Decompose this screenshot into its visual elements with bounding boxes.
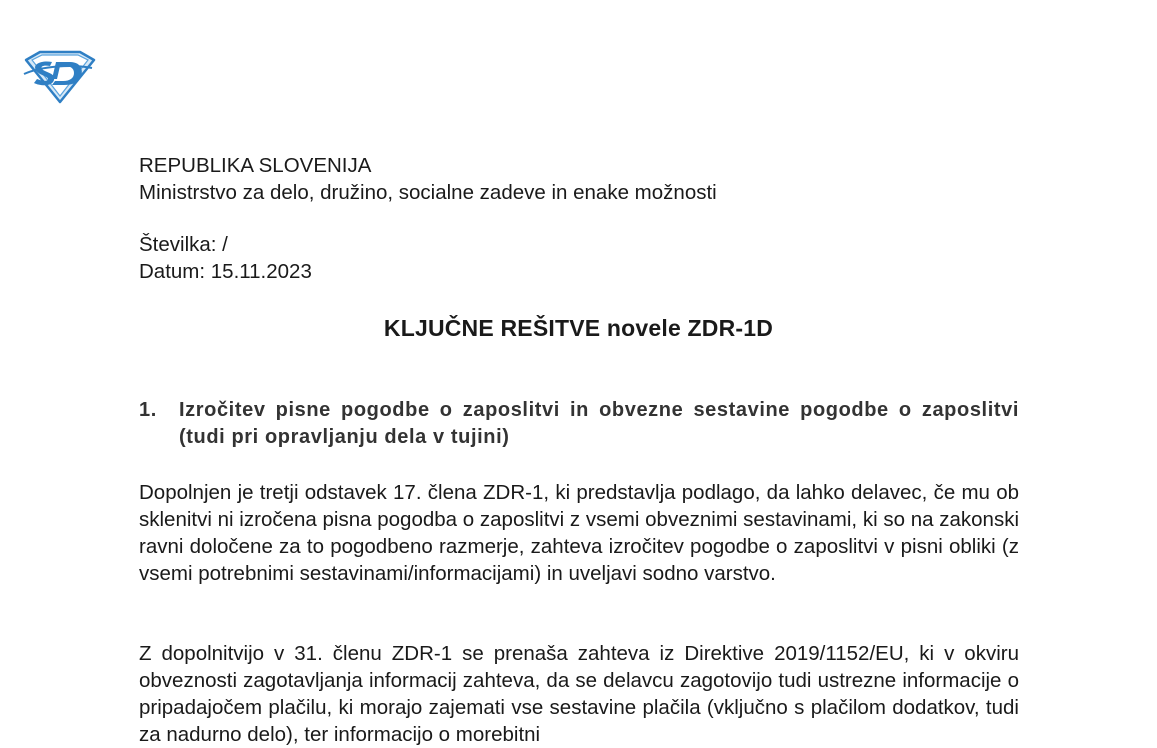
document-meta	[139, 231, 312, 285]
country-name: REPUBLIKA SLOVENIJA	[139, 154, 372, 177]
paragraph: Dopolnjen je tretji odstavek 17. člena ZDR-1, ki predstavlja podlago, da lahko delavec, če mu ob sklenitvi ni izročena pisna pogodba o zaposlitvi z vsemi obveznimi sestavinami, ki so na zakonski ravni določene za to pogodbeno razmerje, zahteva izročitev pogodbe o zaposlitvi v pisni obliki (z vsemi potrebnimi sestavinami/informacijami) in uveljavi sodno varstvo.	[139, 481, 1019, 585]
section-heading	[139, 397, 1019, 451]
section-number: 1.	[139, 399, 157, 421]
paragraph: Z dopolnitvijo v 31. členu ZDR-1 se prenaša zahteva iz Direktive 2019/1152/EU, ki v okviru obveznosti zagotavljanja informacij zahteva, da se delavcu zagotovijo tudi ustrezne informacije o pripadajočem plačilu, ki morajo zajemati vse sestavine plačila (vključno s plačilom dodatkov, tudi za nadurno delo), ter informacijo o morebitni	[139, 642, 1019, 746]
document-number: Številka: /	[139, 233, 228, 256]
document-header	[139, 152, 717, 206]
section-heading-text: Izročitev pisne pogodbe o zaposlitvi in obvezne sestavine pogodbe o zaposlitvi (tudi pri opravljanju dela v tujini)	[179, 399, 1019, 448]
document-date: Datum: 15.11.2023	[139, 260, 312, 283]
document-title: KLJUČNE REŠITVE novele ZDR-1D	[383, 315, 774, 341]
ministry-name: Ministrstvo za delo, družino, socialne zadeve in enake možnosti	[139, 181, 717, 204]
sd-logo-icon	[22, 48, 96, 104]
